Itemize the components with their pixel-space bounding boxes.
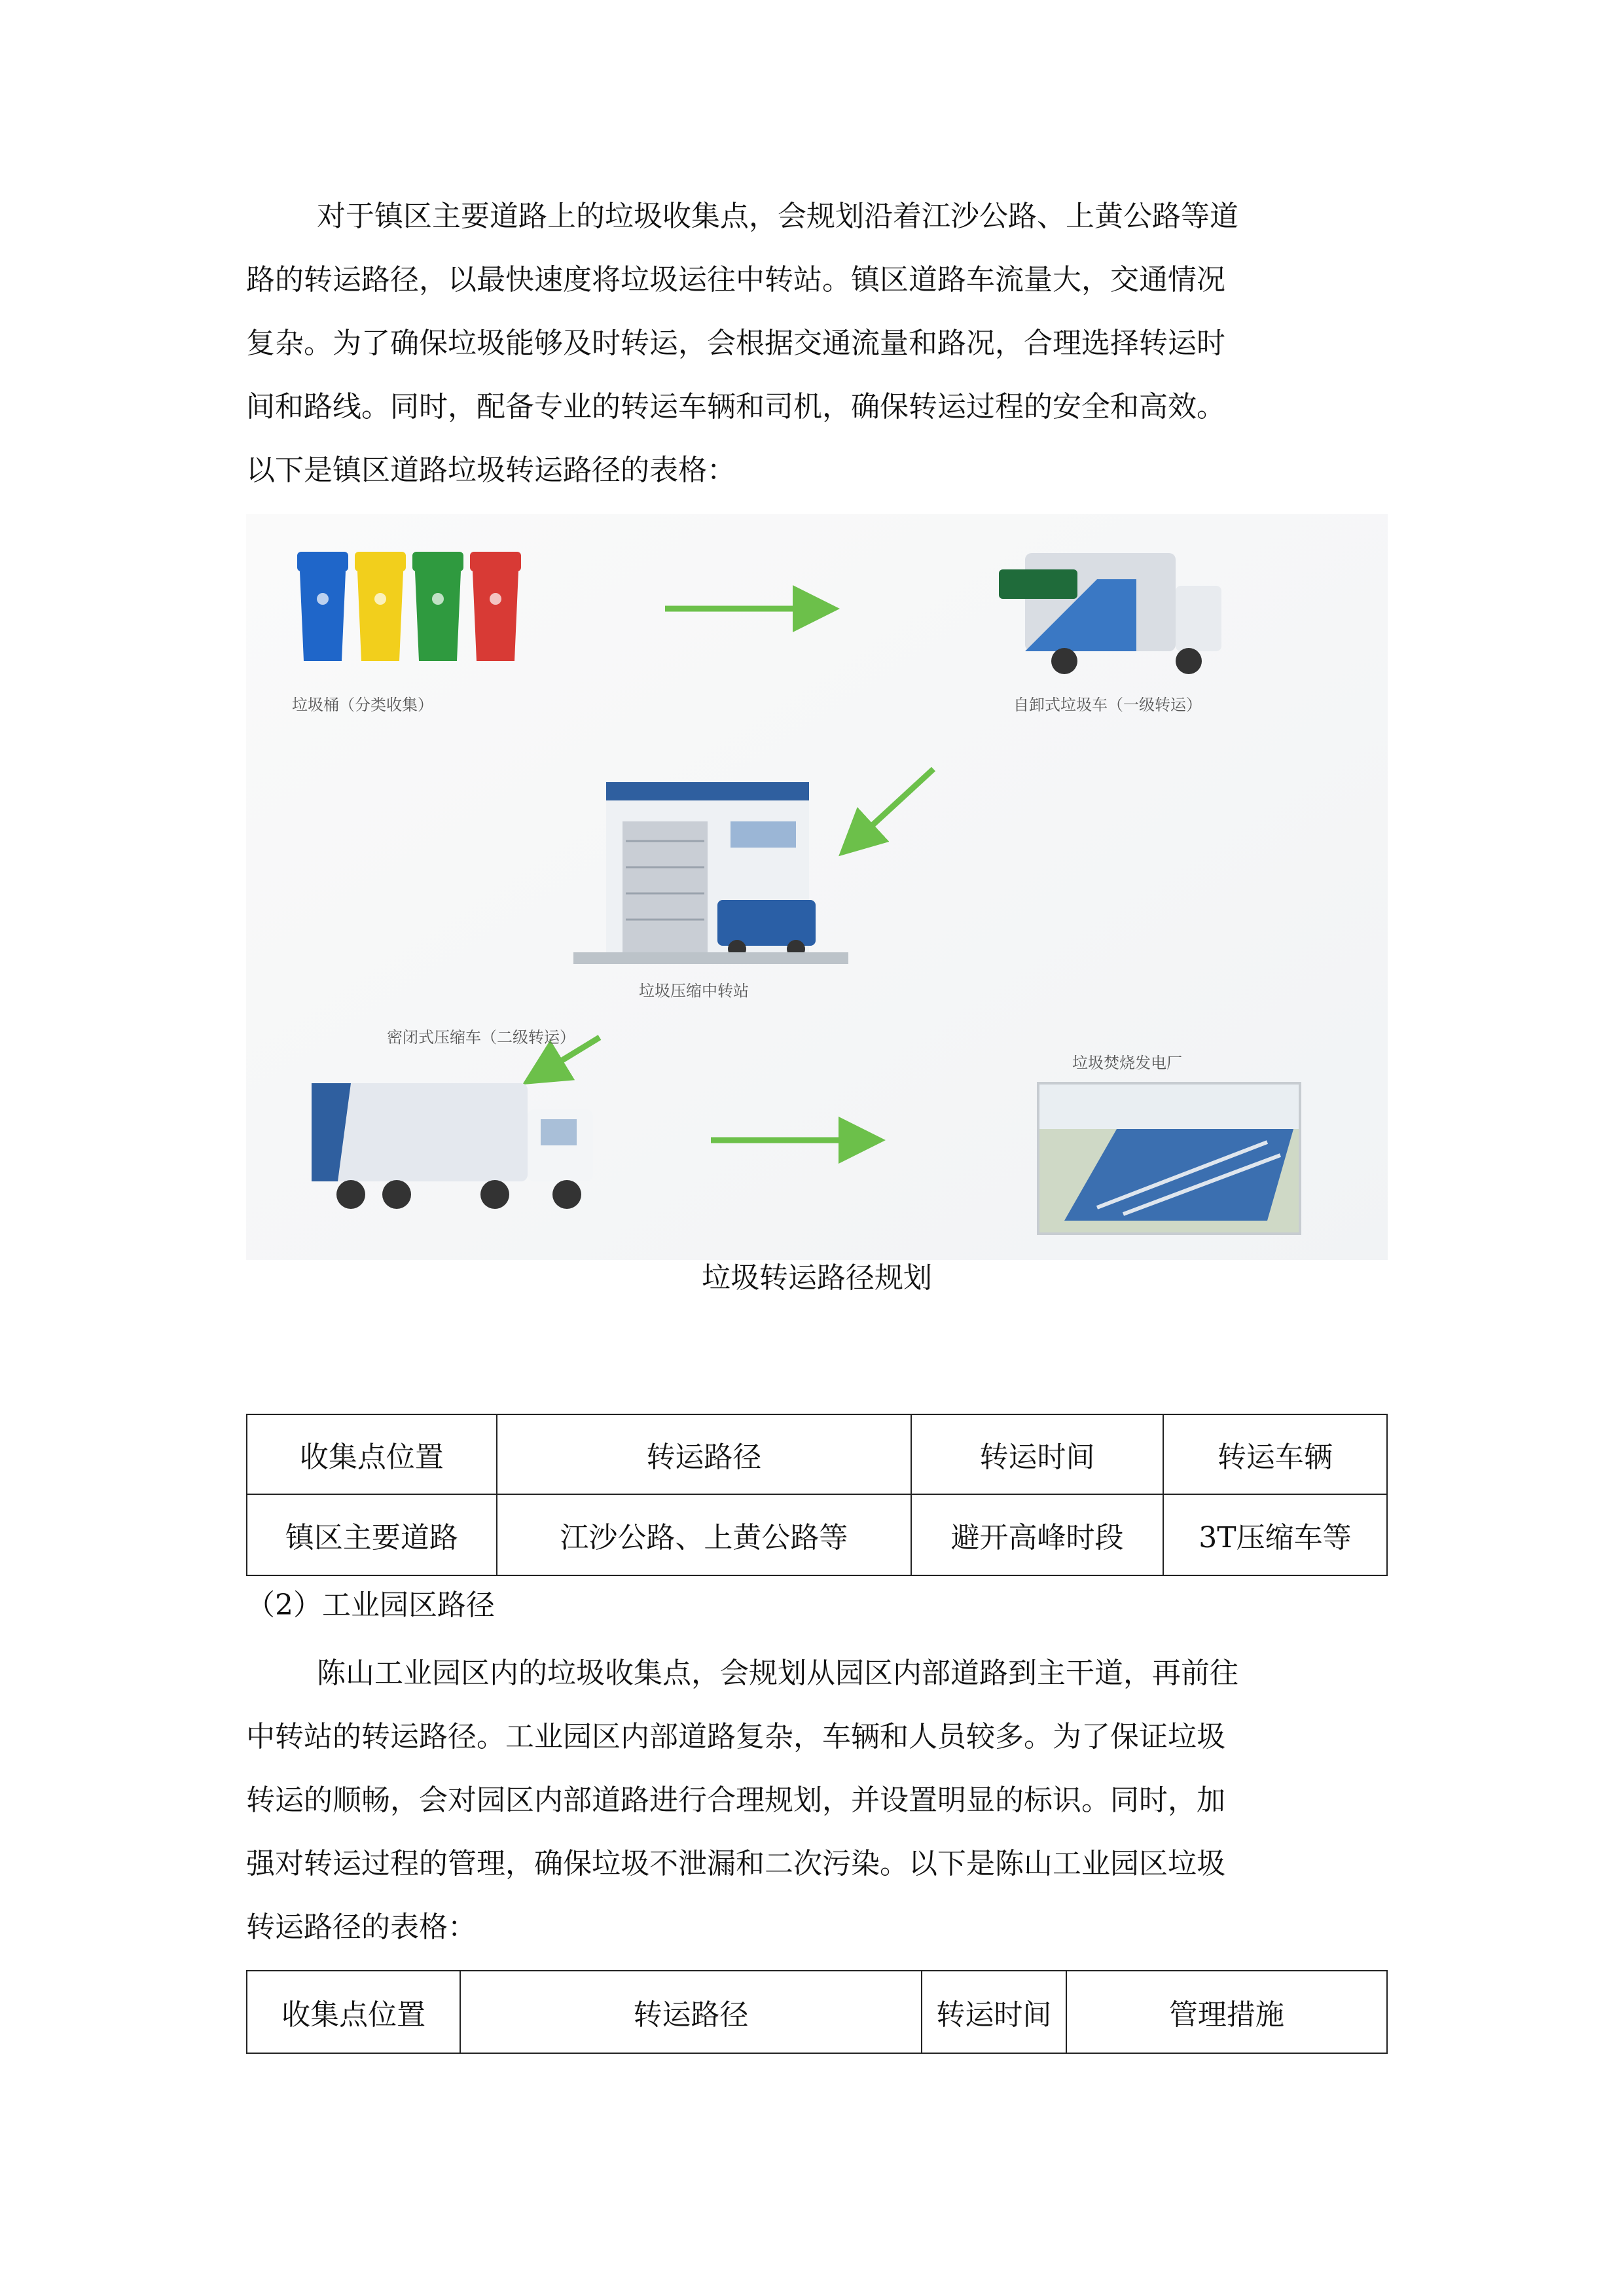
table-header-cell: 转运路径: [497, 1414, 911, 1494]
label-station: 垃圾压缩中转站: [639, 982, 749, 1000]
transfer-route-figure: [246, 514, 1388, 1260]
paragraph-line: 间和路线。同时，配备专业的转运车辆和司机，确保转运过程的安全和高效。: [246, 390, 1225, 423]
table-header-row: [247, 1971, 1387, 2053]
route-diagram: [246, 514, 1388, 1260]
paragraph-industrial-park: [246, 1641, 1388, 1959]
table-header-cell: 收集点位置: [247, 1414, 497, 1494]
bin-yellow: [355, 552, 406, 661]
industrial-route-table: [246, 1970, 1388, 2054]
label-truck2: 密闭式压缩车（二级转运）: [387, 1028, 575, 1047]
table-header-cell: 收集点位置: [247, 1971, 460, 2053]
table-header-cell: 转运路径: [460, 1971, 922, 2053]
paragraph-line: 中转站的转运路径。工业园区内部道路复杂，车辆和人员较多。为了保证垃圾: [246, 1720, 1225, 1753]
town-route-table: [246, 1414, 1388, 1576]
table-cell: 江沙公路、上黄公路等: [497, 1494, 911, 1575]
paragraph-line: 转运的顺畅，会对园区内部道路进行合理规划，并设置明显的标识。同时，加: [246, 1784, 1225, 1817]
table-cell: 3T压缩车等: [1163, 1494, 1387, 1575]
paragraph-line: 对于镇区主要道路上的垃圾收集点，会规划沿着江沙公路、上黄公路等道: [317, 200, 1238, 233]
incineration-plant-image: [1038, 1083, 1300, 1234]
table-row: [247, 1494, 1387, 1575]
table-header-row: [247, 1414, 1387, 1494]
figure-caption: 垃圾转运路径规划: [702, 1261, 932, 1295]
bin-blue: [297, 552, 348, 661]
bin-green: [412, 552, 463, 661]
paragraph-line: 强对转运过程的管理，确保垃圾不泄漏和二次污染。以下是陈山工业园区垃圾: [246, 1847, 1225, 1880]
bin-red: [470, 552, 521, 661]
paragraph-town-roads: [246, 185, 1388, 502]
table-header-cell: 转运时间: [922, 1971, 1066, 2053]
label-bins: 垃圾桶（分类收集）: [292, 696, 433, 714]
table-cell: 避开高峰时段: [911, 1494, 1163, 1575]
label-plant: 垃圾焚烧发电厂: [1072, 1054, 1182, 1072]
section-heading: （2）工业园区路径: [246, 1588, 495, 1622]
label-truck1: 自卸式垃圾车（一级转运）: [1013, 696, 1202, 714]
table-header-cell: 转运时间: [911, 1414, 1163, 1494]
paragraph-line: 复杂。为了确保垃圾能够及时转运，会根据交通流量和路况，合理选择转运时: [246, 327, 1225, 360]
paragraph-line: 路的转运路径，以最快速度将垃圾运往中转站。镇区道路车流量大，交通情况: [246, 263, 1225, 296]
paragraph-line: 陈山工业园区内的垃圾收集点，会规划从园区内部道路到主干道，再前往: [317, 1657, 1238, 1690]
paragraph-line: 以下是镇区道路垃圾转运路径的表格：: [246, 454, 736, 487]
table-cell: 镇区主要道路: [247, 1494, 497, 1575]
paragraph-line: 转运路径的表格：: [246, 1910, 477, 1944]
table-header-cell: 转运车辆: [1163, 1414, 1387, 1494]
table-header-cell: 管理措施: [1066, 1971, 1387, 2053]
